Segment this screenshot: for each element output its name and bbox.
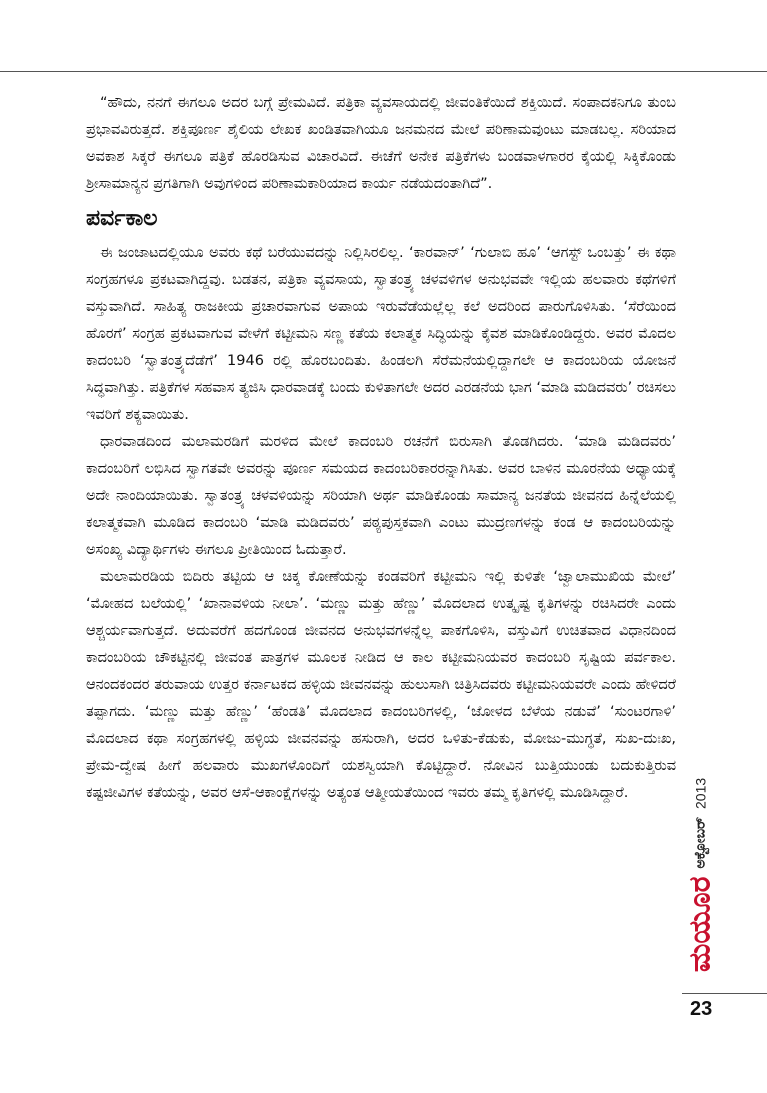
article-paragraph: ಈ ಜಂಜಾಟದಲ್ಲಿಯೂ ಅವರು ಕಥೆ ಬರೆಯುವದನ್ನು ನಿಲ್ಲಿಸಿರಲಿಲ್ಲ. ‘ಕಾರವಾನ್’ ‘ಗುಲಾಬಿ ಹೂ’ ‘ಆಗಸ್ಟ್ ಒಂಬತ್ತು’ ಈ ಕಥಾ ಸಂಗ್ರಹಗಳೂ ಪ್ರಕಟವಾಗಿದ್ದವು. ಬಡತನ, ಪತ್ರಿಕಾ ವ್ಯವಸಾಯ, ಸ್ವಾತಂತ್ರ್ಯ ಚಳವಳಿಗಳ ಅನುಭವವೇ ಇಲ್ಲಿಯ ಹಲವಾರು ಕಥೆಗಳಿಗೆ ವಸ್ತುವಾಗಿದೆ. ಸಾಹಿತ್ಯ ರಾಜಕೀಯ ಪ್ರಚಾರವಾಗುವ ಅಪಾಯ ಇರುವೆಡೆಯಲ್ಲೆಲ್ಲ ಕಲೆ ಅದರಿಂದ ಪಾರುಗೊಳಿಸಿತು. ‘ಸೆರೆಯಿಂದ ಹೊರಗೆ’ ಸಂಗ್ರಹ ಪ್ರಕಟವಾಗುವ ವೇಳೆಗೆ ಕಟ್ಟೀಮನಿ ಸಣ್ಣ ಕತೆಯ ಕಲಾತ್ಮಕ ಸಿದ್ಧಿಯನ್ನು ಕೈವಶ ಮಾಡಿಕೊಂಡಿದ್ದರು. ಅವರ ಮೊದಲ ಕಾದಂಬರಿ ‘ಸ್ವಾತಂತ್ರ್ಯದೆಡೆಗೆ’ 1946 ರಲ್ಲಿ ಹೊರಬಂದಿತು. ಹಿಂಡಲಗಿ ಸೆರೆಮನೆಯಲ್ಲಿದ್ದಾಗಲೇ ಆ ಕಾದಂಬರಿಯ ಯೋಜನೆ ಸಿದ್ಧವಾಗಿತ್ತು. ಪತ್ರಿಕೆಗಳ ಸಹವಾಸ ತ್ಯಜಿಸಿ ಧಾರವಾಡಕ್ಕೆ ಬಂದು ಕುಳಿತಾಗಲೇ ಅದರ ಎರಡನೆಯ ಭಾಗ ‘ಮಾಡಿ ಮಡಿದವರು’ ರಚಿಸಲು ಇವರಿಗೆ ಶಕ್ಯವಾಯಿತು.	[86, 245, 676, 423]
section-heading: ಪರ್ವಕಾಲ	[86, 206, 158, 231]
article-paragraph: ಮಲಾಮರಡಿಯ ಬಿದಿರು ತಟ್ಟಿಯ ಆ ಚಿಕ್ಕ ಕೋಣೆಯನ್ನು ಕಂಡವರಿಗೆ ಕಟ್ಟೀಮನಿ ಇಲ್ಲಿ ಕುಳಿತೇ ‘ಜ್ವಾಲಾಮುಖಿಯ ಮೇಲೆ’ ‘ಮೋಹದ ಬಲೆಯಲ್ಲಿ’ ‘ಖಾನಾವಳಿಯ ನೀಲಾ’. ‘ಮಣ್ಣು ಮತ್ತು ಹೆಣ್ಣು’ ಮೊದಲಾದ ಉತ್ಕೃಷ್ಟ ಕೃತಿಗಳನ್ನು ರಚಿಸಿದರೇ ಎಂದು ಆಶ್ಚರ್ಯವಾಗುತ್ತದೆ. ಅದುವರೆಗೆ ಹದಗೊಂಡ ಜೀವನದ ಅನುಭವಗಳನ್ನೆಲ್ಲ ಪಾಕಗೊಳಿಸಿ, ವಸ್ತುವಿಗೆ ಉಚಿತವಾದ ವಿಧಾನದಿಂದ ಕಾದಂಬರಿಯ ಚೌಕಟ್ಟಿನಲ್ಲಿ ಜೀವಂತ ಪಾತ್ರಗಳ ಮೂಲಕ ನೀಡಿದ ಆ ಕಾಲ ಕಟ್ಟೀಮನಿಯವರ ಕಾದಂಬರಿ ಸೃಷ್ಟಿಯ ಪರ್ವಕಾಲ. ಆನಂದಕಂದರ ತರುವಾಯ ಉತ್ತರ ಕರ್ನಾಟಕದ ಹಳ್ಳಿಯ ಜೀವನವನ್ನು ಹುಲುಸಾಗಿ ಚಿತ್ರಿಸಿದವರು ಕಟ್ಟೀಮನಿಯವರೇ ಎಂದು ಹೇಳಿದರೆ ತಪ್ಪಾಗದು. ‘ಮಣ್ಣು ಮತ್ತು ಹೆಣ್ಣು’ ‘ಹೆಂಡತಿ’ ಮೊದಲಾದ ಕಾದಂಬರಿಗಳಲ್ಲಿ, ‘ಜೋಳದ ಬೆಳೆಯ ನಡುವೆ’ ‘ಸುಂಟರಗಾಳಿ’ ಮೊದಲಾದ ಕಥಾ ಸಂಗ್ರಹಗಳಲ್ಲಿ ಹಳ್ಳಿಯ ಜೀವನವನ್ನು ಹಸುರಾಗಿ, ಅದರ ಒಳಿತು-ಕೆಡುಕು, ಮೋಜು-ಮುಗ್ಧತೆ, ಸುಖ-ದುಃಖ, ಪ್ರೇಮ-ದ್ವೇಷ ಹೀಗೆ ಹಲವಾರು ಮುಖಗಳೊಂದಿಗೆ ಯಶಸ್ವಿಯಾಗಿ ಕೊಟ್ಟಿದ್ದಾರೆ. ನೋವಿನ ಬುತ್ತಿಯುಂಡು ಬದುಕುತ್ತಿರುವ ಕಷ್ಟಜೀವಿಗಳ ಕತೆಯನ್ನು, ಅವರ ಆಸೆ-ಆಕಾಂಕ್ಷೆಗಳನ್ನು ಅತ್ಯಂತ ಆತ್ಮೀಯತೆಯಿಂದ ಇವರು ತಮ್ಮ ಕೃತಿಗಳಲ್ಲಿ ಮೂಡಿಸಿದ್ದಾರೆ.	[86, 569, 676, 801]
magazine-sidebar	[680, 770, 720, 980]
magazine-masthead	[683, 778, 718, 972]
page-number: 23	[690, 998, 713, 1020]
top-rule	[0, 71, 767, 72]
article-paragraph: ಧಾರವಾಡದಿಂದ ಮಲಾಮರಡಿಗೆ ಮರಳಿದ ಮೇಲೆ ಕಾದಂಬರಿ ರಚನೆಗೆ ಬಿರುಸಾಗಿ ತೊಡಗಿದರು. ‘ಮಾಡಿ ಮಡಿದವರು’ ಕಾದಂಬರಿಗೆ ಲಭಿಸಿದ ಸ್ವಾಗತವೇ ಅವರನ್ನು ಪೂರ್ಣ ಸಮಯದ ಕಾದಂಬರಿಕಾರರನ್ನಾಗಿಸಿತು. ಅವರ ಬಾಳಿನ ಮೂರನೆಯ ಅಧ್ಯಾಯಕ್ಕೆ ಅದೇ ನಾಂದಿಯಾಯಿತು. ಸ್ವಾತಂತ್ರ್ಯ ಚಳವಳಿಯನ್ನು ಸರಿಯಾಗಿ ಅರ್ಥ ಮಾಡಿಕೊಂಡು ಸಾಮಾನ್ಯ ಜನತೆಯ ಜೀವನದ ಹಿನ್ನೆಲೆಯಲ್ಲಿ ಕಲಾತ್ಮಕವಾಗಿ ಮೂಡಿದ ಕಾದಂಬರಿ ‘ಮಾಡಿ ಮಡಿದವರು’ ಪಠ್ಯಪುಸ್ತಕವಾಗಿ ಎಂಟು ಮುದ್ರಣಗಳನ್ನು ಕಂಡ ಆ ಕಾದಂಬರಿಯನ್ನು ಅಸಂಖ್ಯ ವಿದ್ಯಾರ್ಥಿಗಳು ಈಗಲೂ ಪ್ರೀತಿಯಿಂದ ಓದುತ್ತಾರೆ.	[86, 434, 676, 558]
magazine-name: ಮಯೂರ	[682, 876, 718, 973]
footer-rule	[682, 993, 767, 994]
issue-year: 2013	[692, 777, 708, 809]
issue-month: ಅಕ್ಟೋಬರ್	[692, 817, 708, 869]
article-quote: “ಹೌದು, ನನಗೆ ಈಗಲೂ ಅದರ ಬಗ್ಗೆ ಪ್ರೇಮವಿದೆ. ಪತ್ರಿಕಾ ವ್ಯವಸಾಯದಲ್ಲಿ ಜೀವಂತಿಕೆಯಿದೆ ಶಕ್ತಿಯಿದೆ. ಸಂಪಾದಕನಿಗೂ ತುಂಬ ಪ್ರಭಾವವಿರುತ್ತದೆ. ಶಕ್ತಿಪೂರ್ಣ ಶೈಲಿಯ ಲೇಖಕ ಖಂಡಿತವಾಗಿಯೂ ಜನಮನದ ಮೇಲೆ ಪರಿಣಾಮವುಂಟು ಮಾಡಬಲ್ಲ. ಸರಿಯಾದ ಅವಕಾಶ ಸಿಕ್ಕರೆ ಈಗಲೂ ಪತ್ರಿಕೆ ಹೊರಡಿಸುವ ವಿಚಾರವಿದೆ. ಈಚೆಗೆ ಅನೇಕ ಪತ್ರಿಕೆಗಳು ಬಂಡವಾಳಗಾರರ ಕೈಯಲ್ಲಿ ಸಿಕ್ಕಿಕೊಂಡು ಶ್ರೀಸಾಮಾನ್ಯನ ಪ್ರಗತಿಗಾಗಿ ಅವುಗಳಿಂದ ಪರಿಣಾಮಕಾರಿಯಾದ ಕಾರ್ಯ ನಡೆಯದಂತಾಗಿದೆ”.	[86, 95, 676, 192]
article-body	[86, 90, 676, 807]
